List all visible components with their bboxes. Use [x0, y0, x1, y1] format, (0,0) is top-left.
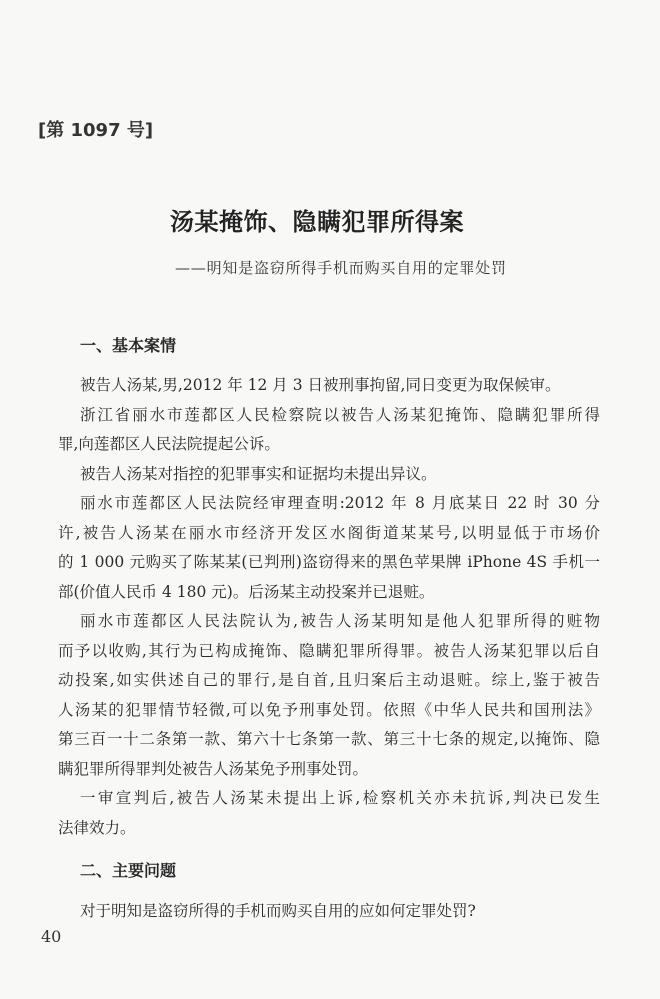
text-line: 丽水市莲都区人民法院经审理查明:2012 年 8 月底某日 22 时 30 分	[80, 494, 600, 512]
text-line: 浙江省丽水市莲都区人民检察院以被告人汤某犯掩饰、隐瞒犯罪所得	[80, 405, 600, 424]
paragraph	[58, 897, 600, 927]
paragraph	[58, 371, 600, 401]
text-line: 罪,向莲都区人民法院提起公诉。	[58, 435, 280, 453]
text-line: 对于明知是盗窃所得的手机而购买自用的应如何定罪处罚?	[80, 902, 476, 920]
text-line: 的 1 000 元购买了陈某某(已判刑)盗窃得来的黑色苹果牌 iPhone 4S 手机一	[58, 553, 600, 571]
paragraph	[58, 460, 600, 490]
case-title: 汤某掩饰、隐瞒犯罪所得案	[170, 207, 464, 236]
paragraph	[58, 784, 600, 843]
text-line: 许,被告人汤某在丽水市经济开发区水阁街道某某号,以明显低于市场价	[58, 523, 600, 542]
paragraph	[58, 401, 600, 460]
text-line: 丽水市莲都区人民法院认为,被告人汤某明知是他人犯罪所得的赃物	[80, 612, 600, 630]
section-heading-main-issues: 二、主要问题	[80, 861, 177, 880]
text-line: 法律效力。	[58, 818, 136, 837]
text-line: 被告人汤某对指控的犯罪事实和证据均未提出异议。	[80, 464, 437, 483]
text-line: 而予以收购,其行为已构成掩饰、隐瞒犯罪所得罪。被告人汤某犯罪以后自	[58, 641, 600, 660]
section-body-basic-facts	[58, 371, 600, 843]
case-number-header: [第 1097 号]	[38, 120, 154, 141]
case-subtitle: ——明知是盗窃所得手机而购买自用的定罪处罚	[175, 259, 507, 277]
text-line: 瞒犯罪所得罪判处被告人汤某免予刑事处罚。	[58, 759, 369, 778]
text-line: 第三百一十二条第一款、第六十七条第一款、第三十七条的规定,以掩饰、隐	[58, 730, 600, 748]
text-line: 动投案,如实供述自己的罪行,是自首,且归案后主动退赃。综上,鉴于被告	[58, 671, 600, 689]
text-line: 人汤某的犯罪情节轻微,可以免予刑事处罚。依照《中华人民共和国刑法》	[58, 700, 600, 719]
text-line: 一审宣判后,被告人汤某未提出上诉,检察机关亦未抗诉,判决已发生	[80, 789, 600, 807]
section-heading-basic-facts: 一、基本案情	[80, 336, 177, 355]
paragraph	[58, 607, 600, 784]
paragraph	[58, 489, 600, 607]
page-number: 40	[41, 927, 62, 946]
section-body-main-issues	[58, 897, 600, 927]
text-line: 部(价值人民币 4 180 元)。后汤某主动投案并已退赃。	[58, 582, 435, 601]
text-line: 被告人汤某,男,2012 年 12 月 3 日被刑事拘留,同日变更为取保候审。	[80, 376, 561, 394]
